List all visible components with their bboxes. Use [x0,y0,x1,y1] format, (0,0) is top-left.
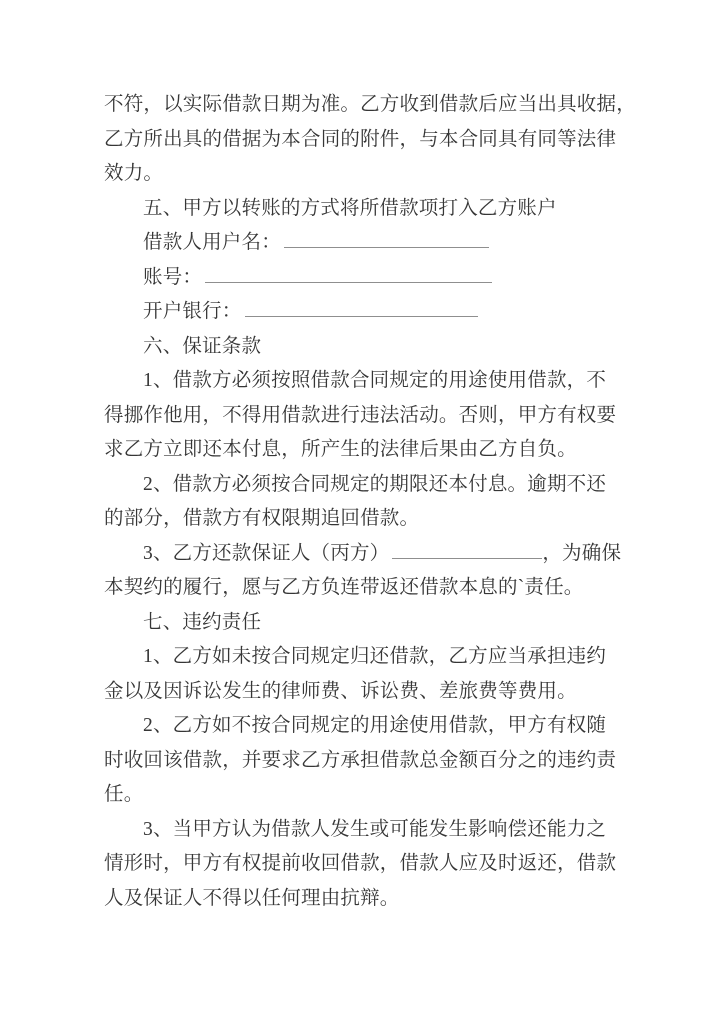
contract-text-block [104,88,650,916]
text-line: 得挪作他用，不得用借款进行违法活动。否则，甲方有权要 [104,404,617,426]
text-line: 本契约的履行，愿与乙方负连带返还借款本息的`责任。 [104,577,584,598]
guarantor-blank-field[interactable] [392,538,542,559]
text-line: 时收回该借款，并要求乙方承担借款总金额百分之的违约责 [104,749,617,771]
text-line: 人及保证人不得以任何理由抗辩。 [104,887,400,909]
bank-name-blank-field[interactable] [245,297,478,318]
text-line: 任。 [104,784,144,805]
borrower-username-blank-field[interactable] [284,228,489,249]
borrower-username-line [104,226,650,261]
text-line: 1、乙方如未按合同规定归还借款，乙方应当承担违约 [143,646,607,667]
section-5-heading: 五、甲方以转账的方式将所借款项打入乙方账户 [143,197,557,219]
account-number-blank-field[interactable] [205,262,492,283]
text-line: 金以及因诉讼发生的律师费、诉讼费、差旅费等费用。 [104,680,577,702]
borrower-username-label: 借款人用户名： [143,232,281,253]
account-number-label: 账号： [143,266,203,288]
guarantor-line [104,537,650,572]
text-line: 不符，以实际借款日期为准。乙方收到借款后应当出具收据， [104,94,636,115]
text-line: 情形时，甲方有权提前收回借款，借款人应及时返还，借款 [104,853,617,874]
text-line: 3、当甲方认为借款人发生或可能发生影响偿还能力之 [143,818,607,840]
bank-name-label: 开户银行： [143,301,242,322]
text-line: 2、乙方如不按合同规定的用途使用借款，甲方有权随 [143,715,607,736]
text-line: 1、借款方必须按照借款合同规定的用途使用借款，不 [143,370,607,391]
guarantor-suffix: ，为确保 [542,542,622,564]
guarantor-label: 3、乙方还款保证人（丙方） [143,542,390,564]
text-line: 求乙方立即还本付息，所产生的法律后果由乙方自负。 [104,439,577,460]
text-line: 2、借款方必须按合同规定的期限还本付息。逾期不还 [143,473,607,495]
section-6-heading: 六、保证条款 [143,335,262,357]
text-line: 效力。 [104,163,164,184]
text-line: 乙方所出具的借据为本合同的附件，与本合同具有同等法律 [104,128,617,150]
section-7-heading: 七、违约责任 [143,611,262,633]
bank-name-line [104,295,650,330]
text-line: 的部分，借款方有权限期追回借款。 [104,508,420,529]
account-number-line [104,261,650,296]
